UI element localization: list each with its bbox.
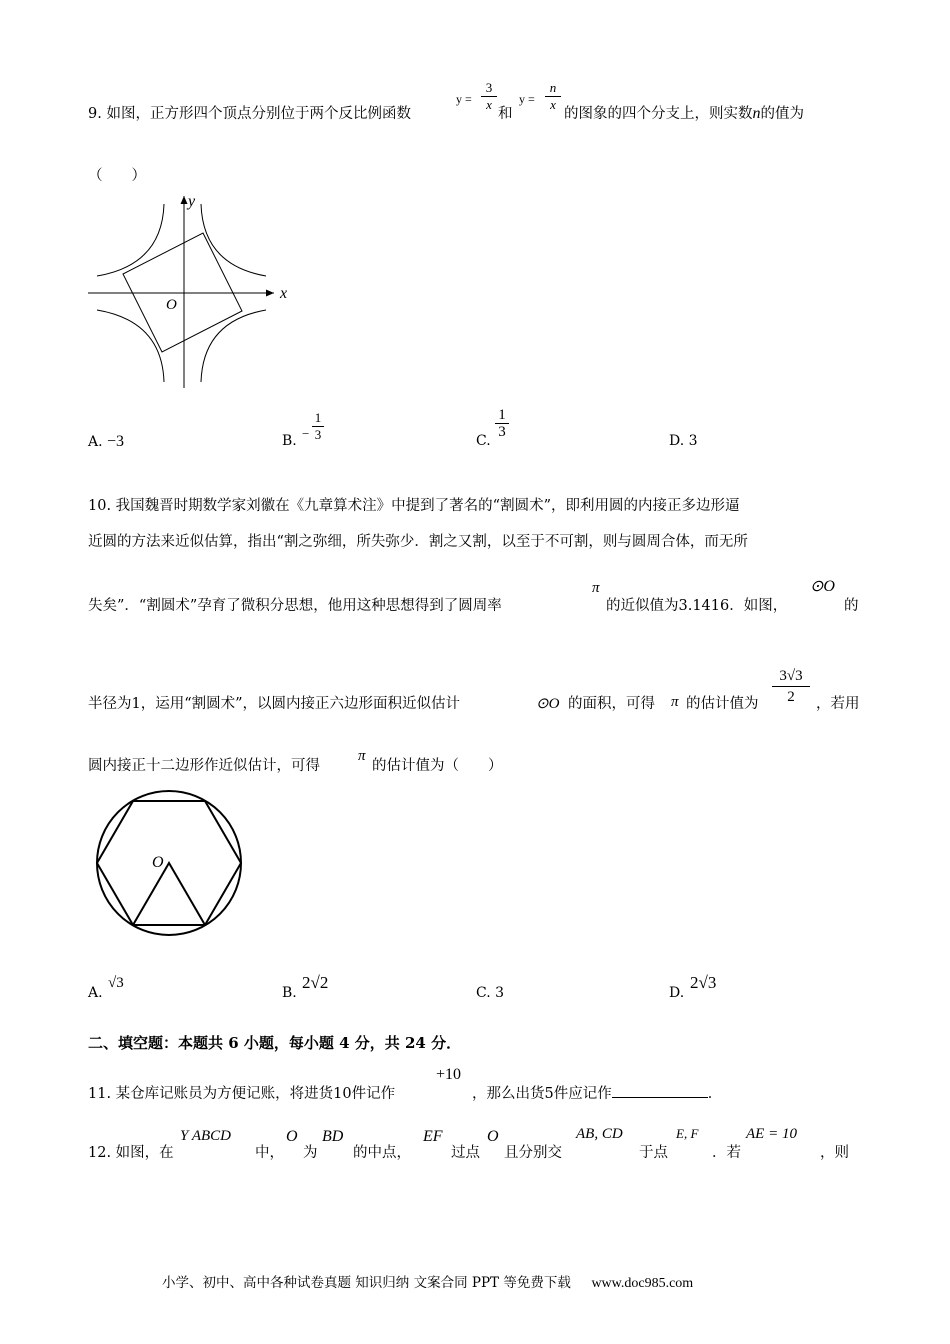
q12-ab-cd: AB, CD [576, 1126, 623, 1142]
q12-t3: 的中点， [353, 1145, 411, 1161]
q10-fraction-3root3-over-2 [772, 666, 810, 707]
option-letter: C. [476, 985, 491, 1001]
option-value: 3 [495, 985, 505, 1001]
q12-o2: O [487, 1128, 499, 1145]
frac-num: 1 [498, 407, 506, 423]
hyperbola-branch-q2 [97, 204, 164, 276]
q12-text-a: 12. 如图，在 [88, 1145, 174, 1161]
q10-figure-circle-hexagon [94, 788, 246, 940]
q12-parallelogram: Y ABCD [180, 1128, 231, 1144]
q9-var-n: n [752, 105, 761, 122]
q9-option-c-fraction [495, 407, 509, 440]
option-letter: D. [669, 433, 685, 449]
q12-t2: 为 [303, 1145, 318, 1161]
option-letter: B. [282, 433, 297, 449]
option-value: 3 [688, 433, 698, 449]
q9-f2-lhs: y = [519, 92, 535, 106]
y-axis-arrow [181, 196, 188, 204]
q10-option-b-value: 2√2 [302, 973, 329, 992]
q11-text-b-line [472, 1082, 722, 1103]
frac-den: x [550, 97, 556, 112]
q12-o: O [286, 1128, 298, 1145]
footer-site-link[interactable]: www.doc985.com [591, 1276, 694, 1291]
option-letter: A. [88, 434, 103, 450]
option-letter: D. [669, 985, 685, 1001]
q12-ae: AE = 10 [746, 1126, 797, 1142]
q10-pi-symbol: π [592, 580, 600, 596]
section-2-title: 二、填空题：本题共 6 小题，每小题 4 分，共 24 分． [88, 1034, 462, 1052]
q10-line3c: 的 [844, 598, 859, 614]
frac-den: x [486, 97, 492, 112]
q12-t5: 且分别交 [504, 1145, 562, 1161]
q12-t7: ．若 [712, 1145, 741, 1161]
q12-t4: 过点 [451, 1145, 480, 1161]
q10-option-a[interactable] [88, 985, 103, 1001]
q9-paren: （ ） [88, 168, 146, 184]
q9-option-b[interactable] [282, 433, 297, 449]
q9-figure-hyperbola-square [84, 190, 294, 390]
q10-line3a: 失矣”．“割圆术”孕育了微积分思想，他用这种思想得到了圆周率 [88, 598, 502, 614]
q10-option-b[interactable] [282, 985, 297, 1001]
q9-text-c: 的值为 [760, 106, 804, 122]
q12-t6: 于点 [639, 1145, 668, 1161]
q10-option-c[interactable] [476, 985, 504, 1001]
option-letter: B. [282, 985, 297, 1001]
q11-answer-blank[interactable] [612, 1084, 708, 1098]
q10-option-d-value: 2√3 [690, 973, 717, 992]
option-letter: C. [476, 433, 491, 449]
q10-line1: 10. 我国魏晋时期数学家刘徽在《九章算术注》中提到了著名的“割圆术”，即利用圆的内接正多边形逼 [88, 498, 740, 514]
q9-text-b: 的图象的四个分支上，则实数 [564, 106, 753, 122]
q9-text-line1 [88, 102, 411, 123]
q12-t1: 中， [255, 1145, 284, 1161]
hyperbola-branch-q3 [97, 310, 164, 382]
q10-line4b: 的面积，可得 [568, 696, 655, 712]
frac-num: n [549, 80, 557, 95]
q11-value: +10 [436, 1066, 462, 1083]
q12-bd: BD [322, 1128, 344, 1145]
q9-fraction-n-over-x [545, 80, 561, 113]
q9-option-b-fraction [312, 410, 324, 443]
hyperbola-branch-q1 [201, 204, 266, 276]
frac-den: 2 [787, 689, 795, 705]
q9-f1-lhs: y = [456, 92, 472, 106]
q10-pi-symbol-2: π [671, 694, 679, 710]
q10-circle-o-2: ⊙O [536, 696, 560, 712]
frac-num: 3√3 [779, 668, 803, 684]
q12-ef: EF [423, 1128, 443, 1145]
q9-option-a[interactable] [88, 433, 124, 451]
q10-pi-symbol-3: π [358, 748, 366, 764]
frac-den: 3 [314, 427, 322, 442]
q9-option-d[interactable] [669, 433, 698, 449]
q9-fraction-3-over-x [481, 80, 497, 113]
q9-text-line1-end [564, 102, 804, 123]
q10-line4c: 的估计值为 [686, 696, 759, 712]
option-letter: A. [88, 985, 103, 1001]
footer [162, 1271, 693, 1292]
q10-line5a: 圆内接正十二边形作近似估计，可得 [88, 758, 320, 774]
frac-num: 1 [314, 410, 322, 425]
q10-line2: 近圆的方法来近似估算，指出“割之弥细，所失弥少．割之又割，以至于不可割，则与圆周合体，而无所 [88, 534, 748, 550]
q12-e-f: E, F [676, 1126, 699, 1141]
q11-text-b: ，那么出货5件应记作 [472, 1086, 612, 1102]
frac-num: 3 [485, 80, 493, 95]
q9-number: 9. [88, 106, 102, 122]
center-label: O [152, 854, 164, 871]
q9-text-a: 如图，正方形四个顶点分别位于两个反比例函数 [106, 106, 411, 122]
origin-label: O [166, 297, 177, 313]
q10-line5b: 的估计值为（ ） [372, 758, 503, 774]
q10-option-a-value: √3 [108, 975, 124, 991]
q9-and: 和 [498, 106, 513, 122]
option-value: −3 [107, 433, 125, 450]
hyperbola-branch-q4 [201, 310, 266, 382]
q9-option-b-sign: − [302, 426, 310, 441]
q12-t8: ，则 [820, 1145, 849, 1161]
q11-text-a: 11. 某仓库记账员为方便记账，将进货10件记作 [88, 1086, 396, 1102]
x-axis-arrow [266, 290, 274, 297]
q10-line3b: 的近似值为3.1416．如图， [606, 598, 788, 614]
q10-line4a: 半径为1，运用“割圆术”，以圆内接正六边形面积近似估计 [88, 696, 461, 712]
q10-circle-o: ⊙O [810, 578, 835, 595]
q11-end: ． [707, 1086, 723, 1102]
q10-option-d[interactable] [669, 985, 684, 1001]
q9-option-c[interactable] [476, 433, 491, 449]
center-triangle [133, 863, 205, 925]
q10-line4d: ，若用 [816, 696, 860, 712]
footer-text: 小学、初中、高中各种试卷真题 知识归纳 文案合同 PPT 等免费下载 [162, 1275, 571, 1291]
frac-den: 3 [498, 424, 506, 440]
x-label: x [280, 285, 288, 302]
y-label: y [188, 193, 196, 210]
